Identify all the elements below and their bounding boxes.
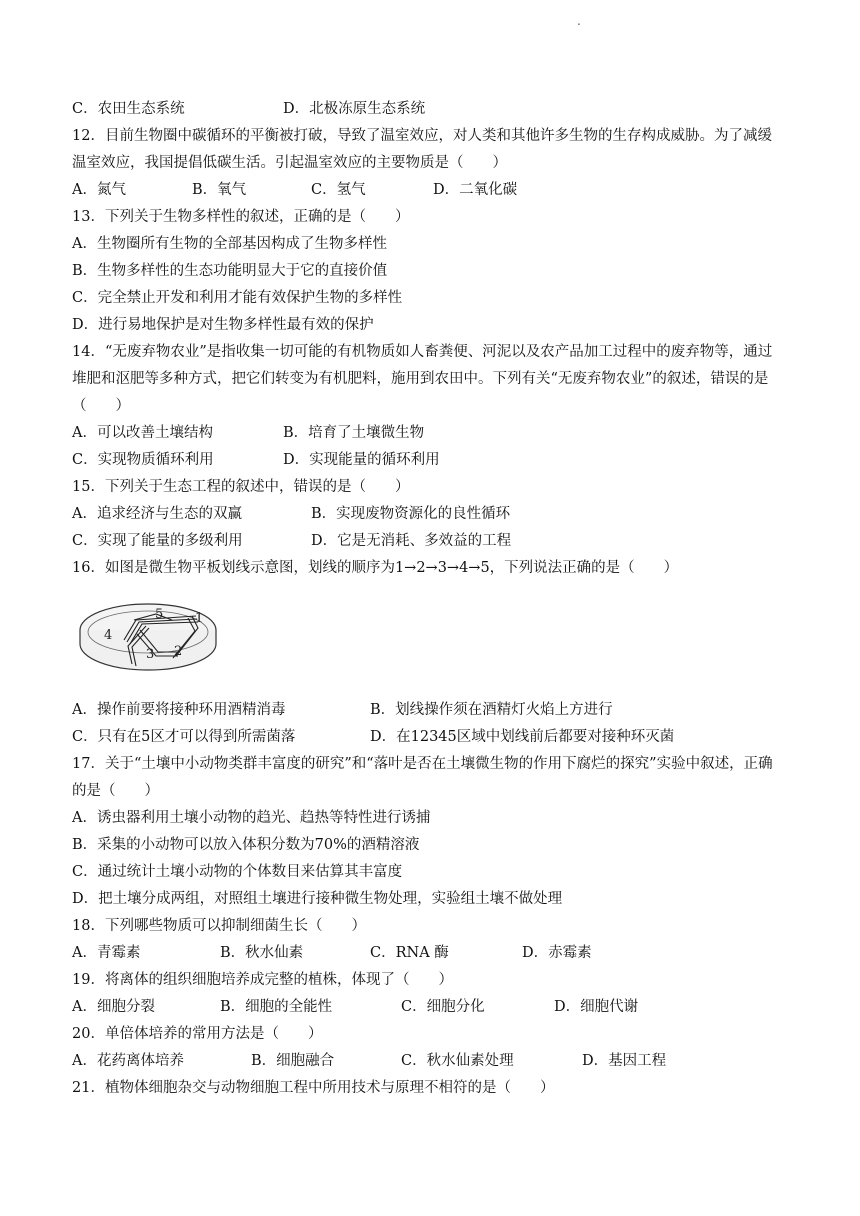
q20-stem: 20．单倍体培养的常用方法是（ ） xyxy=(72,1026,323,1042)
q21-stem: 21．植物体细胞杂交与动物细胞工程中所用技术与原理不相符的是（ ） xyxy=(72,1080,555,1096)
q17-option-a: A．诱虫器利用土壤小动物的趋光、趋热等特性进行诱捕 xyxy=(72,810,431,826)
region-label-2: 2 xyxy=(174,644,183,659)
q19-option-c: C．细胞分化 xyxy=(401,999,485,1015)
q17-stem-line-2: 的是（ ） xyxy=(72,783,159,799)
region-label-4: 4 xyxy=(104,628,113,643)
header-mark: . xyxy=(577,14,581,28)
q20-options xyxy=(72,1048,802,1075)
q14-option-c: C．实现物质循环利用 xyxy=(72,452,214,468)
q16-option-d: D．在12345区域中划线前后都要对接种环灭菌 xyxy=(370,729,675,745)
q11-option-c: C．农田生态系统 xyxy=(72,101,185,117)
q13-option-d: D．进行易地保护是对生物多样性最有效的保护 xyxy=(72,317,374,333)
q11-option-d: D．北极冻原生态系统 xyxy=(283,101,426,117)
q18-option-c: C．RNA 酶 xyxy=(370,945,449,961)
q15-option-d: D．它是无消耗、多效益的工程 xyxy=(311,533,512,549)
q14-stem-line-2: 堆肥和沤肥等多种方式，把它们转变为有机肥料，施用到农田中。下列有关“无废弃物农业”的叙述，错误的是 xyxy=(72,371,769,387)
region-label-5: 5 xyxy=(155,607,164,622)
q14-option-b: B．培育了土壤微生物 xyxy=(283,425,425,441)
q15-options-row-2 xyxy=(72,528,802,555)
question-sheet xyxy=(72,96,802,1102)
q12-stem-line-2: 温室效应，我国提倡低碳生活。引起温室效应的主要物质是（ ） xyxy=(72,155,507,171)
q12-option-d: D．二氧化碳 xyxy=(433,182,518,198)
q14-option-a: A．可以改善土壤结构 xyxy=(72,425,213,441)
q16-option-a: A．操作前要将接种环用酒精消毒 xyxy=(72,702,286,718)
q19-option-a: A．细胞分裂 xyxy=(72,999,155,1015)
q19-stem: 19．将离体的组织细胞培养成完整的植株，体现了（ ） xyxy=(72,972,453,988)
q15-option-a: A．追求经济与生态的双赢 xyxy=(72,506,242,522)
q18-option-b: B．秋水仙素 xyxy=(220,945,304,961)
q15-option-c: C．实现了能量的多级利用 xyxy=(72,533,243,549)
region-label-3: 3 xyxy=(146,647,155,662)
q11-options xyxy=(72,96,802,123)
q12-option-b: B．氧气 xyxy=(192,182,247,198)
q16-options-row-1 xyxy=(72,697,802,724)
q17-option-d: D．把土壤分成两组，对照组土壤进行接种微生物处理，实验组土壤不做处理 xyxy=(72,891,563,907)
q14-option-d: D．实现能量的循环利用 xyxy=(283,452,440,468)
q20-option-a: A．花药离体培养 xyxy=(72,1053,184,1069)
q19-option-d: D．细胞代谢 xyxy=(554,999,639,1015)
q18-stem: 18．下列哪些物质可以抑制细菌生长（ ） xyxy=(72,918,366,934)
q16-options-row-2 xyxy=(72,724,802,751)
q17-option-c: C．通过统计土壤小动物的个体数目来估算其丰富度 xyxy=(72,864,403,880)
region-label-1: 1 xyxy=(195,611,204,626)
q17-stem-line-1: 17．关于“土壤中小动物类群丰富度的研究”和“落叶是否在土壤微生物的作用下腐烂的探究”实验中叙述，正确 xyxy=(72,756,773,772)
q16-option-b: B．划线操作须在酒精灯火焰上方进行 xyxy=(370,702,613,718)
q15-option-b: B．实现废物资源化的良性循环 xyxy=(311,506,511,522)
streak-plate-figure xyxy=(72,582,802,697)
q14-stem-line-1: 14．“无废弃物农业”是指收集一切可能的有机物质如人畜粪便、河泥以及农产品加工过程中的废弃物等，通过 xyxy=(72,344,773,360)
q14-options-row-2 xyxy=(72,447,802,474)
q15-stem: 15．下列关于生态工程的叙述中，错误的是（ ） xyxy=(72,479,410,495)
q20-option-b: B．细胞融合 xyxy=(251,1053,335,1069)
q16-option-c: C．只有在5区才可以得到所需菌落 xyxy=(72,729,296,745)
q14-options-row-1 xyxy=(72,420,802,447)
q15-options-row-1 xyxy=(72,501,802,528)
q14-stem-line-3: （ ） xyxy=(72,398,130,414)
q13-stem: 13．下列关于生物多样性的叙述，正确的是（ ） xyxy=(72,209,410,225)
q13-option-a: A．生物圈所有生物的全部基因构成了生物多样性 xyxy=(72,236,387,252)
q20-option-d: D．基因工程 xyxy=(582,1053,667,1069)
q13-option-b: B．生物多样性的生态功能明显大于它的直接价值 xyxy=(72,263,388,279)
q19-options xyxy=(72,994,802,1021)
q20-option-c: C．秋水仙素处理 xyxy=(401,1053,514,1069)
q16-stem: 16．如图是微生物平板划线示意图，划线的顺序为1→2→3→4→5，下列说法正确的是（ ） xyxy=(72,560,679,576)
q12-stem-line-1: 12．目前生物圈中碳循环的平衡被打破，导致了温室效应，对人类和其他许多生物的生存构成威胁。为了减缓 xyxy=(72,128,772,144)
q18-options xyxy=(72,940,802,967)
q18-option-a: A．青霉素 xyxy=(72,945,141,961)
q19-option-b: B．细胞的全能性 xyxy=(220,999,333,1015)
q18-option-d: D．赤霉素 xyxy=(522,945,592,961)
q12-option-c: C．氢气 xyxy=(311,182,366,198)
q12-options xyxy=(72,177,802,204)
q17-option-b: B．采集的小动物可以放入体积分数为70%的酒精溶液 xyxy=(72,837,420,853)
q13-option-c: C．完全禁止开发和利用才能有效保护生物的多样性 xyxy=(72,290,403,306)
petri-dish-illustration xyxy=(76,586,226,690)
q12-option-a: A．氮气 xyxy=(72,182,126,198)
